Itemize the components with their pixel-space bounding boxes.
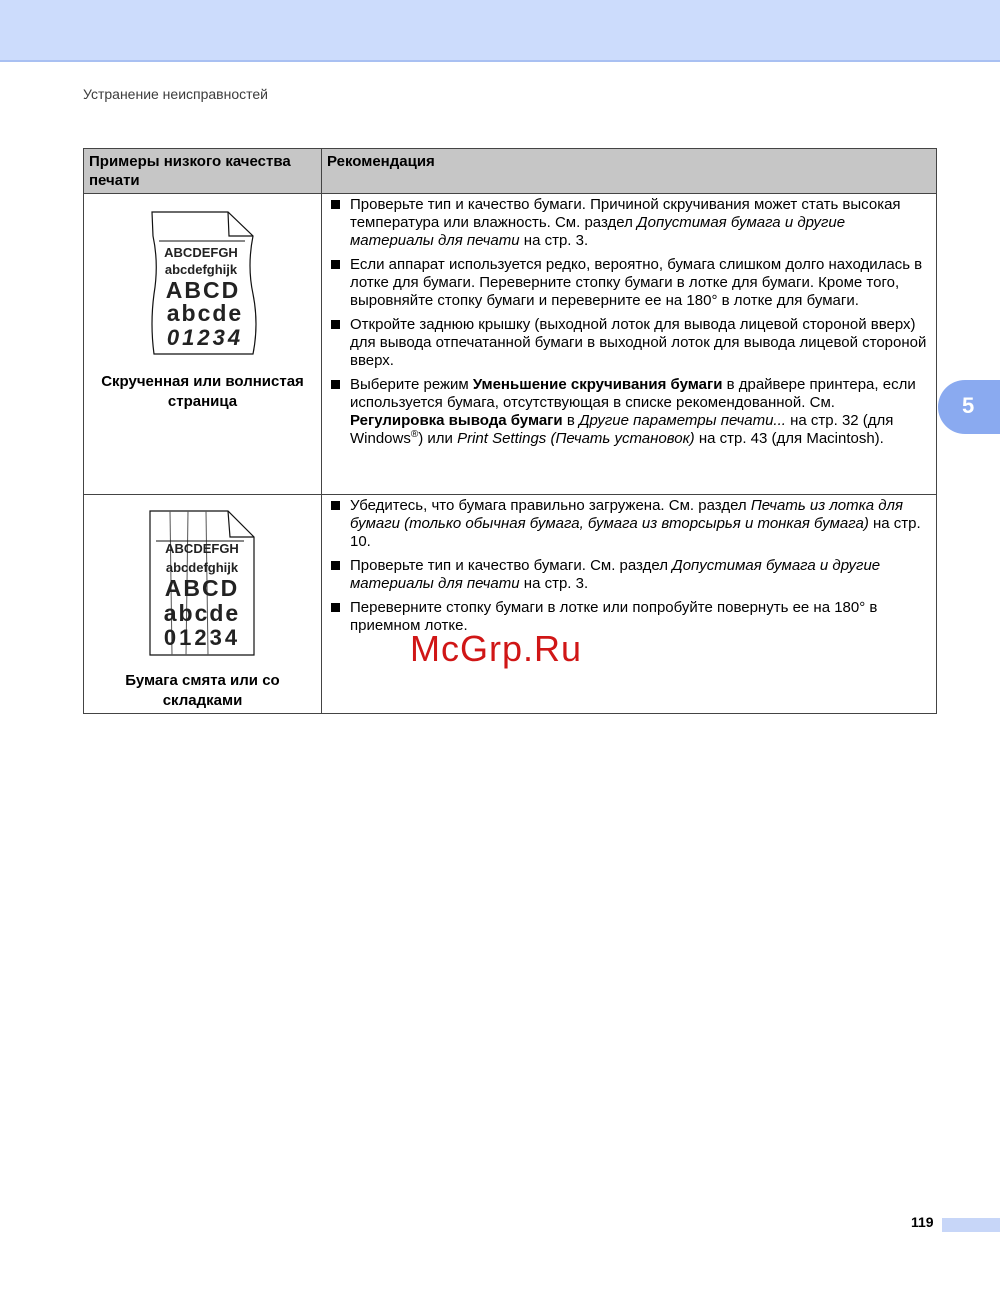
example-cell [84, 495, 322, 714]
recommendation-text: ) или [418, 430, 458, 447]
table-header-row [84, 149, 937, 194]
recommendation-text: Переверните стопку бумаги в лотке или попробуйте повернуть ее на 180° в приемном лотке. [350, 599, 878, 634]
recommendation-text: Print Settings (Печать установок) [457, 430, 695, 447]
recommendation-item [328, 256, 930, 310]
example-label: Бумага смята или со складками [125, 672, 280, 709]
recommendation-text: в [562, 412, 579, 429]
recommendation-item [328, 376, 930, 448]
registered-mark: ® [410, 429, 419, 440]
recommendation-text: Другие параметры печати... [578, 412, 786, 429]
recommendation-text: Проверьте тип и качество бумаги. См. раздел [350, 557, 673, 574]
chapter-number: 5 [962, 393, 975, 418]
recommendation-text: на стр. 3. [519, 232, 589, 249]
recommendation-text: Если аппарат используется редко, вероятно, бумага слишком долго находилась в лотке для бумаги. Переверните стопку бумаги в лотке для бумаги. Кроме того, выровняйте стопку бумаги и переверните ее на 180° в лотке для бумаги. [350, 256, 923, 309]
recommendation-text: Убедитесь, что бумага правильно загружена. См. раздел [350, 497, 751, 514]
sample-text-line: ABCD [164, 575, 239, 601]
recommendation-list [328, 196, 930, 448]
curled-page-sample-image [143, 206, 263, 358]
sample-text-line: abcdefghijk [165, 560, 238, 575]
table-row [84, 194, 937, 495]
sample-text-line: ABCDEFGH [164, 541, 239, 556]
example-label: Скрученная или волнистая страница [101, 373, 304, 410]
sample-text-line: 01234 [163, 625, 240, 650]
page-number: 119 [911, 1214, 934, 1230]
sample-text-line: abcde [166, 300, 243, 326]
recommendation-cell [322, 194, 937, 495]
recommendation-text: Допустимая бумага и другие материалы для печати [350, 214, 846, 249]
recommendation-text: на стр. 32 (для Windows [350, 412, 894, 447]
sample-text-line: ABCD [165, 277, 240, 303]
example-cell [84, 194, 322, 495]
recommendation-text: Уменьшение скручивания бумаги [472, 376, 723, 393]
breadcrumb: Устранение неисправностей [83, 86, 268, 102]
watermark: McGrp.Ru [410, 628, 583, 669]
sample-text-line: abcdefghijk [164, 262, 237, 277]
recommendation-text: Допустимая бумага и другие материалы для печати [350, 557, 881, 592]
sample-text-line: ABCDEFGH [163, 245, 238, 260]
recommendation-text: на стр. 10. [350, 515, 921, 550]
recommendation-item [328, 196, 930, 250]
recommendation-text: на стр. 3. [519, 575, 589, 592]
chapter-tab[interactable] [938, 380, 1000, 434]
recommendation-text: Печать из лотка для бумаги (только обычная бумага, бумага из вторсырья и тонкая бумага) [350, 497, 904, 532]
column-header-examples: Примеры низкого качества печати [84, 149, 322, 194]
recommendation-item [328, 316, 930, 370]
recommendation-text: Проверьте тип и качество бумаги. Причиной скручивания может стать высокая температура или влажность. См. раздел [350, 196, 901, 231]
recommendation-text: Откройте заднюю крышку (выходной лоток для вывода лицевой стороной вверх) для вывода отпечатанной бумаги в выходной лоток для вывода лицевой стороной вверх. [350, 316, 927, 369]
recommendation-text: в драйвере принтера, если используется бумага, отсутствующая в списке рекомендованной. См. [350, 376, 916, 411]
recommendation-list [328, 497, 930, 635]
column-header-recommendation: Рекомендация [322, 149, 937, 194]
recommendation-item [328, 557, 930, 593]
recommendation-cell [322, 495, 937, 714]
recommendation-text: Регулировка вывода бумаги [350, 412, 563, 429]
page-number-bar [942, 1218, 1000, 1232]
sample-text-line: 01234 [166, 325, 243, 350]
table-row [84, 495, 937, 714]
sample-text-line: abcde [163, 600, 240, 626]
recommendation-text: на стр. 43 (для Macintosh). [694, 430, 884, 447]
creased-page-sample-image [148, 509, 258, 657]
recommendation-text: Выберите режим [350, 376, 473, 393]
header-band [0, 0, 1000, 62]
recommendation-item [328, 497, 930, 551]
